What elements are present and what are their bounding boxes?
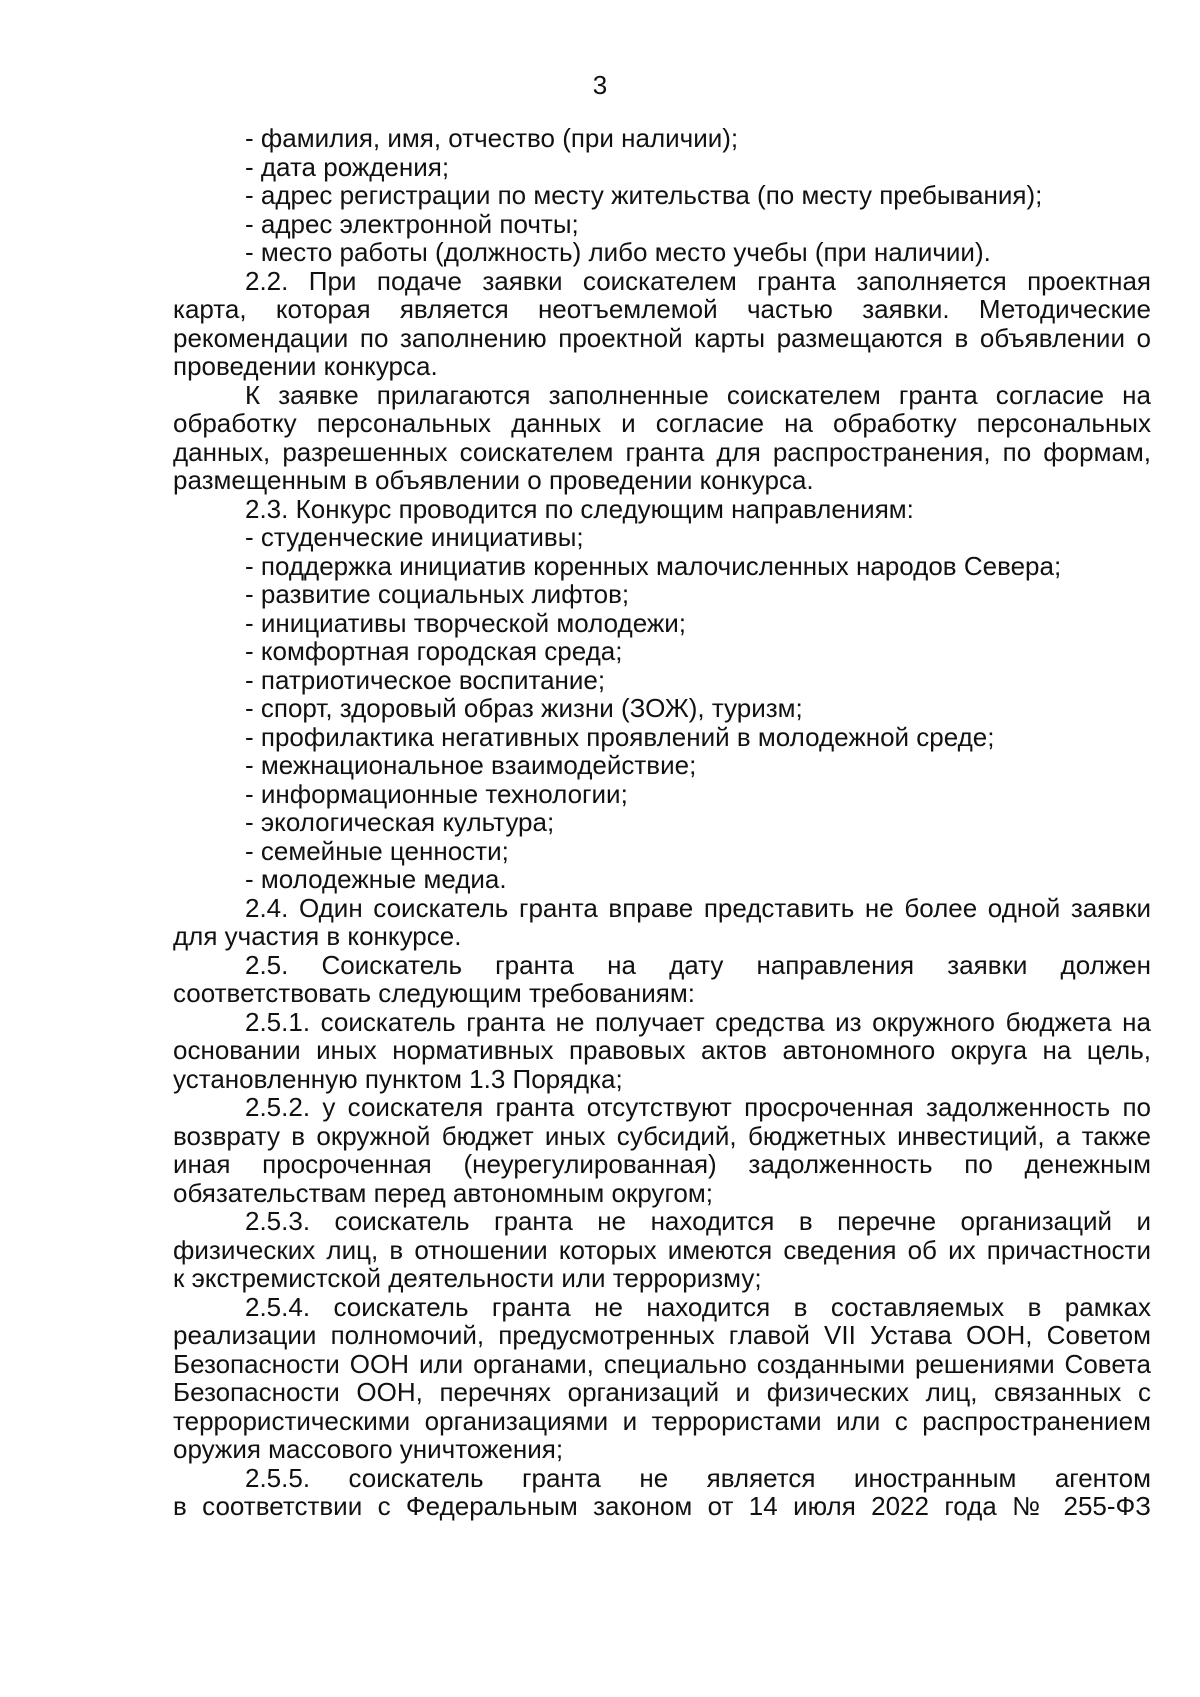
paragraph-2-5-line: соответствовать следующим требованиям: bbox=[173, 978, 695, 1008]
direction-item: - инициативы творческой молодежи; bbox=[245, 607, 686, 638]
paragraph-2-5-2-line: возврату в окружной бюджет иных субсидий, бюджетных инвестиций, а также bbox=[173, 1120, 1151, 1151]
direction-item: - поддержка инициатив коренных малочисленных народов Севера; bbox=[245, 550, 1062, 581]
paragraph-2-5-1-line: 2.5.1. соискатель гранта не получает средства из окружного бюджета на bbox=[245, 1006, 1151, 1037]
list-item: - фамилия, имя, отчество (при наличии); bbox=[245, 123, 739, 153]
paragraph-2-5-4-line: реализации полномочий, предусмотренных главой VII Устава ООН, Советом bbox=[173, 1320, 1151, 1350]
paragraph-attachments-line: размещенным в объявлении о проведении конкурса. bbox=[173, 465, 814, 495]
direction-item: - спорт, здоровый образ жизни (ЗОЖ), туризм; bbox=[245, 693, 803, 723]
paragraph-2-2-line: рекомендации по заполнению проектной карты размещаются в объявлении о bbox=[173, 322, 1151, 353]
paragraph-attachments-line: данных, разрешенных соискателем гранта для распространения, по формам, bbox=[173, 436, 1151, 467]
direction-item: - профилактика негативных проявлений в молодежной среде; bbox=[245, 721, 995, 752]
paragraph-2-4-line: 2.4. Один соискатель гранта вправе представить не более одной заявки bbox=[245, 892, 1151, 923]
direction-item: - межнациональное взаимодействие; bbox=[245, 750, 697, 780]
direction-item: - патриотическое воспитание; bbox=[245, 664, 606, 695]
direction-item: - комфортная городская среда; bbox=[245, 636, 623, 666]
paragraph-2-5-2-line: иная просроченная (неурегулированная) задолженность по денежным bbox=[173, 1149, 1151, 1179]
paragraph-2-5-line: 2.5. Соискатель гранта на дату направления заявки должен bbox=[245, 949, 1151, 980]
paragraph-2-5-4-line: Безопасности ООН или органами, специально созданными решениями Совета bbox=[173, 1348, 1151, 1379]
paragraph-2-5-4-line: 2.5.4. соискатель гранта не находится в составляемых в рамках bbox=[245, 1291, 1151, 1322]
paragraph-2-5-5-line: 2.5.5. соискатель гранта не является иностранным агентом bbox=[245, 1462, 1151, 1493]
document-body bbox=[173, 124, 1151, 1521]
paragraph-2-5-4-line: террористическими организациями и террористами или с распространением bbox=[173, 1405, 1151, 1436]
direction-item: - семейные ценности; bbox=[245, 835, 509, 866]
paragraph-2-2-line: 2.2. При подаче заявки соискателем гранта заполняется проектная bbox=[245, 265, 1151, 296]
paragraph-2-3: 2.3. Конкурс проводится по следующим направлениям: bbox=[245, 493, 914, 524]
paragraph-2-5-4-line: оружия массового уничтожения; bbox=[173, 1434, 564, 1464]
paragraph-2-2-line: карта, которая является неотъемлемой частью заявки. Методические bbox=[173, 294, 1151, 324]
paragraph-attachments-line: обработку персональных данных и согласие на обработку персональных bbox=[173, 408, 1151, 438]
direction-item: - молодежные медиа. bbox=[245, 864, 507, 894]
paragraph-2-5-5-line: в соответствии с Федеральным законом от 14 июля 2022 года № 255-ФЗ bbox=[173, 1491, 1151, 1521]
paragraph-2-2-line: проведении конкурса. bbox=[173, 351, 438, 381]
list-item: - адрес электронной почты; bbox=[245, 208, 579, 239]
direction-item: - развитие социальных лифтов; bbox=[245, 579, 630, 609]
paragraph-2-5-4-line: Безопасности ООН, перечнях организаций и физических лиц, связанных с bbox=[173, 1377, 1151, 1407]
paragraph-2-5-3-line: 2.5.3. соискатель гранта не находится в перечне организаций и bbox=[245, 1206, 1151, 1236]
paragraph-attachments-line: К заявке прилагаются заполненные соискателем гранта согласие на bbox=[245, 379, 1151, 410]
paragraph-2-5-3-line: физических лиц, в отношении которых имеются сведения об их причастности bbox=[173, 1234, 1151, 1265]
paragraph-2-5-1-line: установленную пунктом 1.3 Порядка; bbox=[173, 1063, 623, 1094]
list-item: - место работы (должность) либо место учебы (при наличии). bbox=[245, 237, 991, 267]
paragraph-2-4-line: для участия в конкурсе. bbox=[173, 921, 462, 951]
paragraph-2-5-2-line: 2.5.2. у соискателя гранта отсутствуют просроченная задолженность по bbox=[245, 1092, 1151, 1122]
list-item: - адрес регистрации по месту жительства (по месту пребывания); bbox=[245, 180, 1043, 210]
direction-item: - студенческие инициативы; bbox=[245, 522, 584, 552]
list-item: - дата рождения; bbox=[245, 151, 450, 182]
page-number: 3 bbox=[592, 70, 608, 100]
direction-item: - информационные технологии; bbox=[245, 778, 628, 809]
paragraph-2-5-3-line: к экстремистской деятельности или терроризму; bbox=[173, 1263, 762, 1293]
direction-item: - экологическая культура; bbox=[245, 807, 555, 837]
paragraph-2-5-1-line: основании иных нормативных правовых актов автономного округа на цель, bbox=[173, 1035, 1151, 1065]
paragraph-2-5-2-line: обязательствам перед автономным округом; bbox=[173, 1177, 713, 1208]
